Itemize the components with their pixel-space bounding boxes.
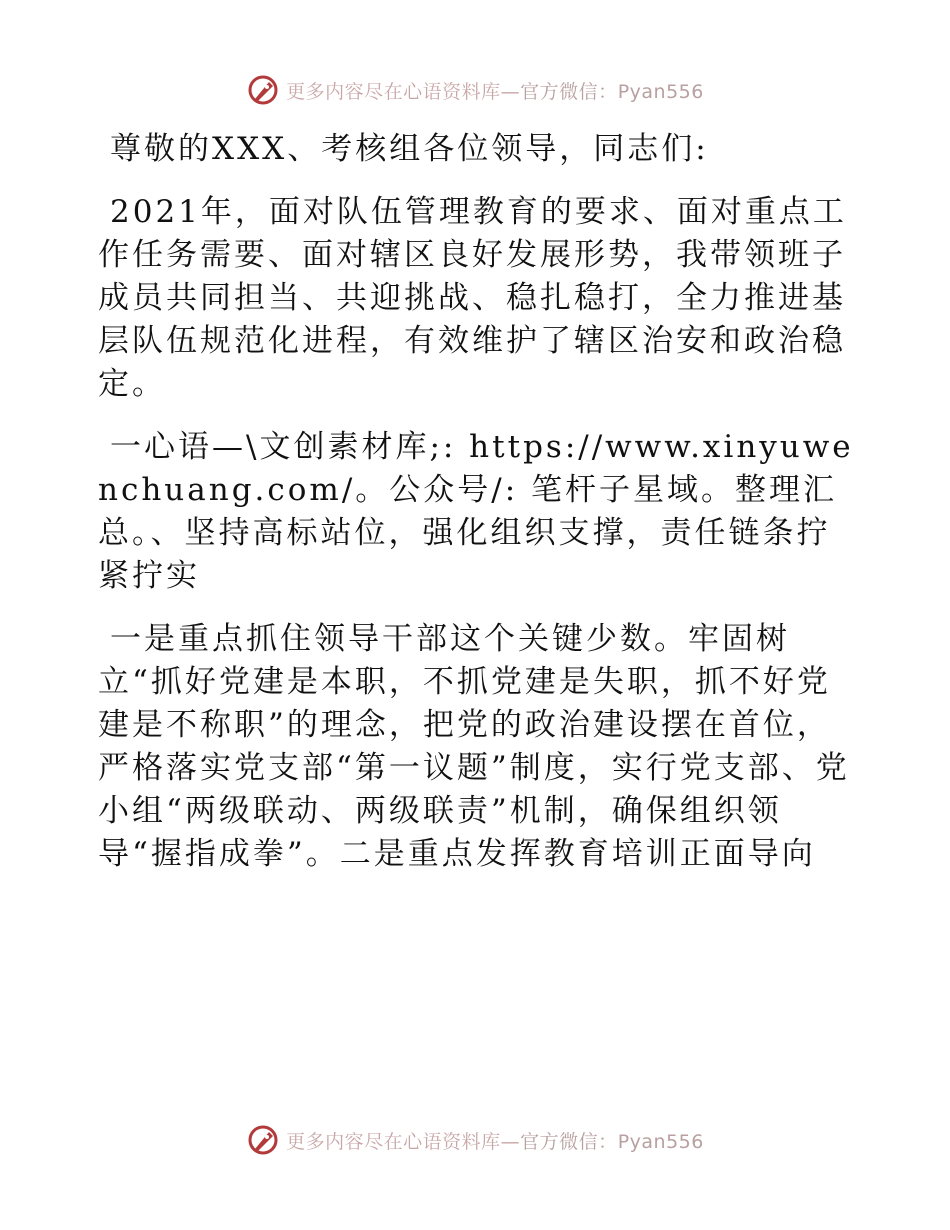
- salutation: 尊敬的XXX、考核组各位领导，同志们:: [110, 131, 709, 167]
- footer-banner: [0, 1120, 950, 1160]
- pen-nib-logo-icon: [246, 73, 280, 107]
- header-banner-text: 更多内容尽在心语资料库—官方微信：Pyan556: [286, 80, 704, 103]
- paragraph-3: 一是重点抓住领导干部这个关键少数。牢固树立“抓好党建是本职，不抓党建是失职，抓不好党建是不称职”的理念，把党的政治建设摆在首位，严格落实党支部“第一议题”制度，实行党支部、党小组“两级联动、两级联责”机制，确保组织领导“握指成拳”。二是重点发挥教育培训正面导向: [98, 621, 850, 872]
- header-banner: [0, 70, 950, 110]
- document-body: [98, 128, 858, 876]
- pen-nib-logo-icon: [246, 1123, 280, 1157]
- paragraph-2: 一心语—\文创素材库;: https://www.xinyuwenchuang.com/。公众号/: 笔杆子星域。整理汇总。、坚持高标站位，强化组织支撑，责任链条拧紧拧实: [98, 429, 854, 594]
- paragraph-1: 2021年，面对队伍管理教育的要求、面对重点工作任务需要、面对辖区良好发展形势，我带领班子成员共同担当、共迎挑战、稳扎稳打，全力推进基层队伍规范化进程，有效维护了辖区治安和政治稳定。: [98, 194, 847, 402]
- footer-banner-text: 更多内容尽在心语资料库—官方微信：Pyan556: [286, 1130, 704, 1153]
